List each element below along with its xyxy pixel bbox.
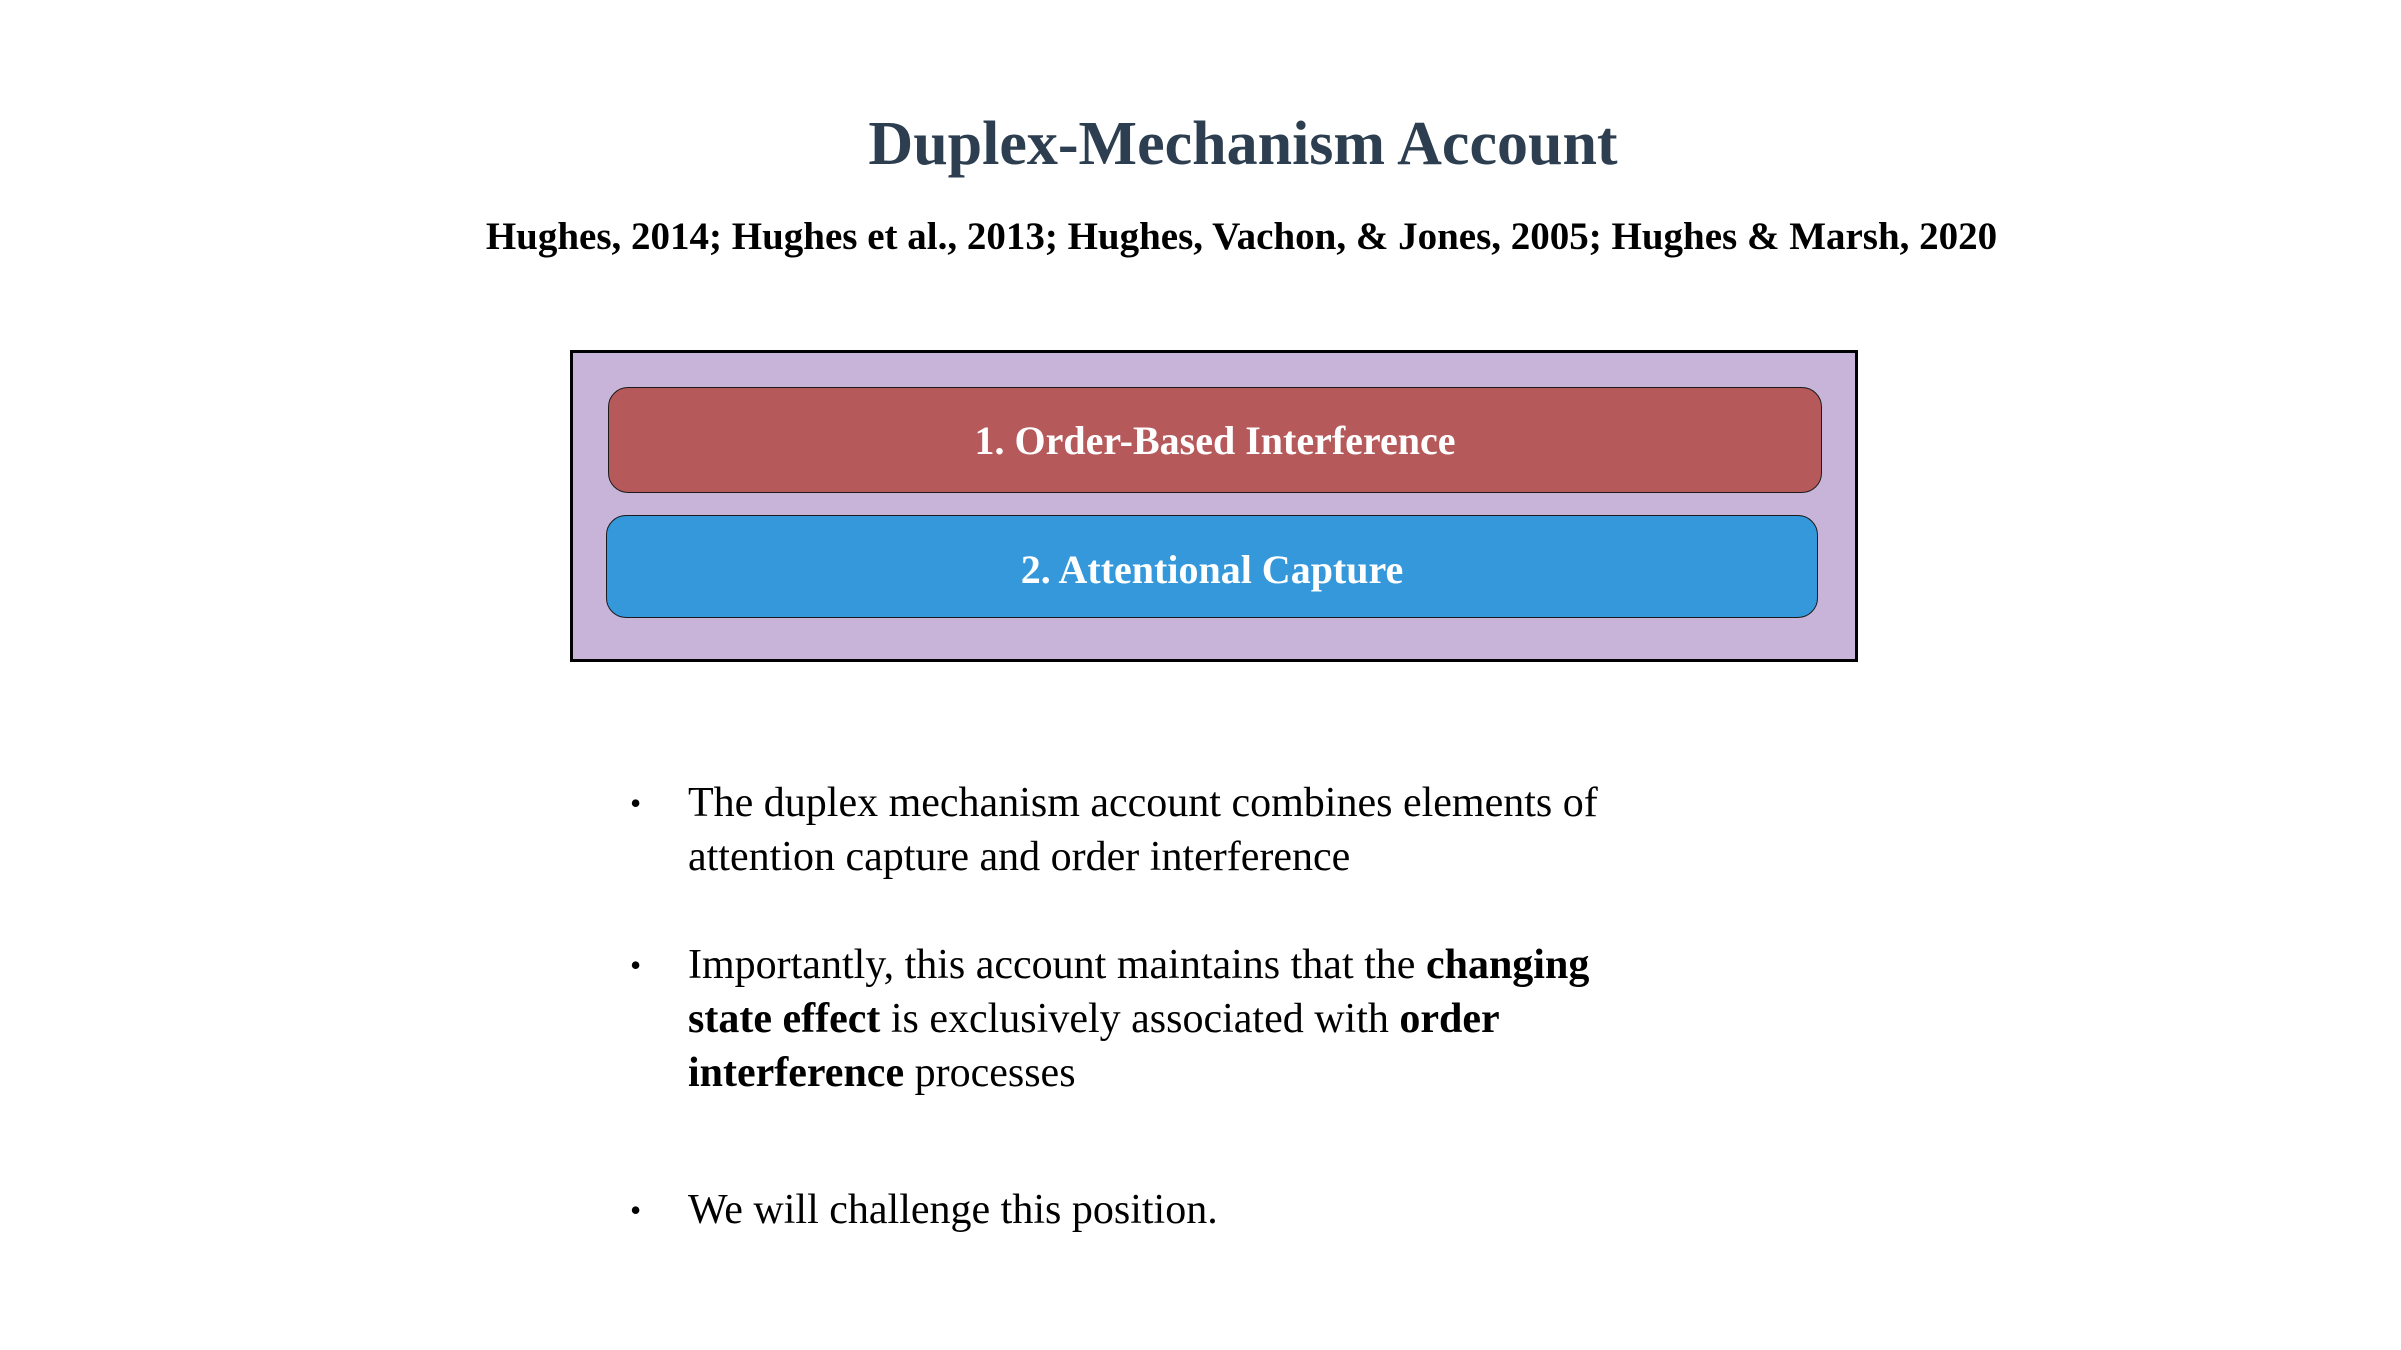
bullet-line <box>688 992 1728 1046</box>
bullet-line <box>688 776 1728 830</box>
duplex-mechanism-diagram <box>570 350 1858 662</box>
order-based-interference-label: 1. Order-Based Interference <box>974 417 1456 463</box>
bullet-segment: processes <box>904 1050 1076 1096</box>
bullet-segment-bold: interference <box>688 1050 905 1096</box>
attentional-capture-label: 2. Attentional Capture <box>1020 547 1404 592</box>
bullet-text <box>688 938 1728 1100</box>
attentional-capture-box <box>606 515 1818 618</box>
bullet-segment: We will challenge this position. <box>688 1187 1218 1233</box>
bullet-text <box>688 776 1728 884</box>
order-based-interference-box <box>608 387 1822 493</box>
bullet-line <box>688 938 1728 992</box>
slide-title: Duplex-Mechanism Account <box>868 110 1618 178</box>
bullet-line <box>688 1046 1728 1100</box>
bullet-marker: • <box>630 785 642 821</box>
bullet-line <box>688 830 1728 884</box>
bullet-segment-bold: order <box>1399 996 1500 1042</box>
bullet-segment-bold: state effect <box>688 996 881 1042</box>
bullet-segment-bold: changing <box>1425 942 1590 988</box>
bullet-line <box>688 1183 1728 1237</box>
bullet-segment: Importantly, this account maintains that the <box>688 942 1426 988</box>
bullet-marker: • <box>630 947 642 983</box>
bullet-segment: is exclusively associated with <box>880 996 1400 1042</box>
bullet-marker: • <box>630 1192 642 1228</box>
bullet-text <box>688 1183 1728 1237</box>
bullet-segment: attention capture and order interference <box>688 834 1351 880</box>
bullet-segment: The duplex mechanism account combines elements of <box>688 780 1598 826</box>
slide-citation: Hughes, 2014; Hughes et al., 2013; Hughes, Vachon, & Jones, 2005; Hughes & Marsh, 2020 <box>485 215 1998 258</box>
